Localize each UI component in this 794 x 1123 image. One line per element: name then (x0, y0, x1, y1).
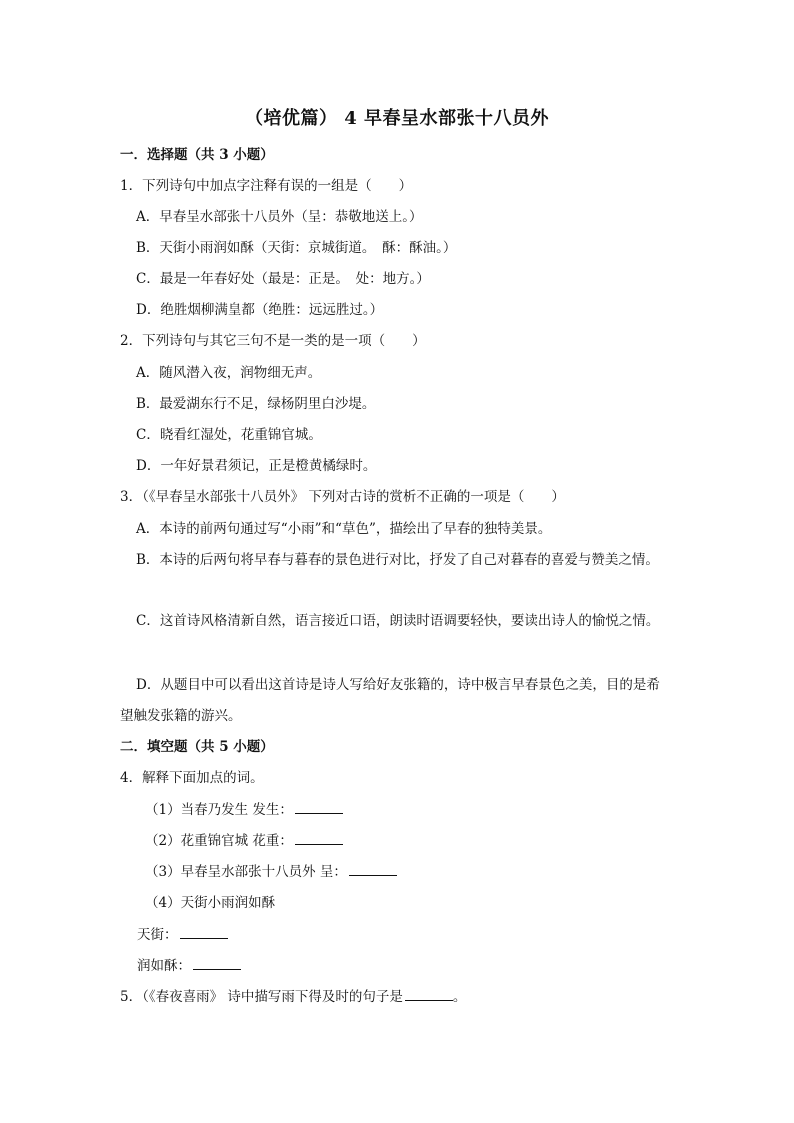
question-2-option-c: C．晓看红湿处，花重锦官城。 (136, 427, 322, 443)
question-4-item-4b-text: 润如酥： (137, 958, 191, 974)
question-5-end: 。 (452, 989, 467, 1005)
answer-blank[interactable] (180, 926, 228, 939)
question-1-option-c: C．最是一年春好处（最是：正是。 处：地方。） (136, 271, 430, 287)
question-1-option-a: A．早春呈水部张十八员外（呈：恭敬地送上。） (136, 209, 423, 225)
question-3-stem: 3．（《早春呈水部张十八员外》 下列对古诗的赏析不正确的一项是（ ） (120, 489, 565, 505)
question-2-option-d: D．一年好景君须记，正是橙黄橘绿时。 (136, 458, 377, 474)
question-2-stem: 2．下列诗句与其它三句不是一类的是一项（ ） (120, 333, 426, 349)
section-heading-fill: 二．填空题（共 5 小题） (120, 739, 274, 755)
question-4-item-1 (145, 801, 343, 819)
page-title: （培优篇） 4 早春呈水部张十八员外 (244, 108, 550, 129)
answer-blank[interactable] (295, 832, 343, 845)
question-4-item-4-runrusu (137, 957, 241, 975)
question-4-item-3 (145, 863, 397, 881)
section-heading-choice: 一．选择题（共 3 小题） (120, 147, 274, 163)
question-1-option-b: B．天街小雨润如酥（天街：京城街道。 酥：酥油。） (136, 240, 457, 256)
question-4-item-2-text: （2）花重锦官城 花重： (145, 833, 293, 849)
question-2-option-b: B．最爱湖东行不足，绿杨阴里白沙堤。 (136, 396, 376, 412)
question-3-option-c: C．这首诗风格清新自然，语言接近口语，朗读时语调要轻快，要读出诗人的愉悦之情。 (136, 613, 660, 629)
question-4-stem: 4．解释下面加点的词。 (120, 770, 264, 786)
question-3-option-b: B．本诗的后两句将早春与暮春的景色进行对比，抒发了自己对暮春的喜爱与赞美之情。 (136, 552, 659, 568)
question-4-item-2 (145, 832, 343, 850)
answer-blank[interactable] (193, 957, 241, 970)
question-5 (120, 988, 466, 1006)
question-4-item-4-tianjie (137, 926, 228, 944)
question-3-option-d: D．从题目中可以看出这首诗是诗人写给好友张籍的，诗中极言早春景色之美，目的是希 (136, 677, 660, 693)
question-4-item-4: （4）天街小雨润如酥 (145, 895, 276, 911)
question-2-option-a: A．随风潜入夜，润物细无声。 (136, 365, 322, 381)
answer-blank[interactable] (295, 801, 343, 814)
question-3-option-d-continued: 望触发张籍的游兴。 (120, 708, 242, 724)
question-1-stem: 1．下列诗句中加点字注释有误的一组是（ ） (120, 178, 413, 194)
question-4-item-4a-text: 天街： (137, 927, 178, 943)
question-5-stem: 5．（《春夜喜雨》 诗中描写雨下得及时的句子是 (120, 989, 403, 1005)
question-4-item-3-text: （3）早春呈水部张十八员外 呈： (145, 864, 347, 880)
answer-blank[interactable] (349, 863, 397, 876)
question-4-item-1-text: （1）当春乃发生 发生： (145, 802, 293, 818)
answer-blank[interactable] (405, 988, 453, 1001)
question-1-option-d: D．绝胜烟柳满皇都（绝胜：远远胜过。） (136, 302, 384, 318)
question-3-option-a: A．本诗的前两句通过写“小雨”和“草色”，描绘出了早春的独特美景。 (136, 521, 552, 537)
